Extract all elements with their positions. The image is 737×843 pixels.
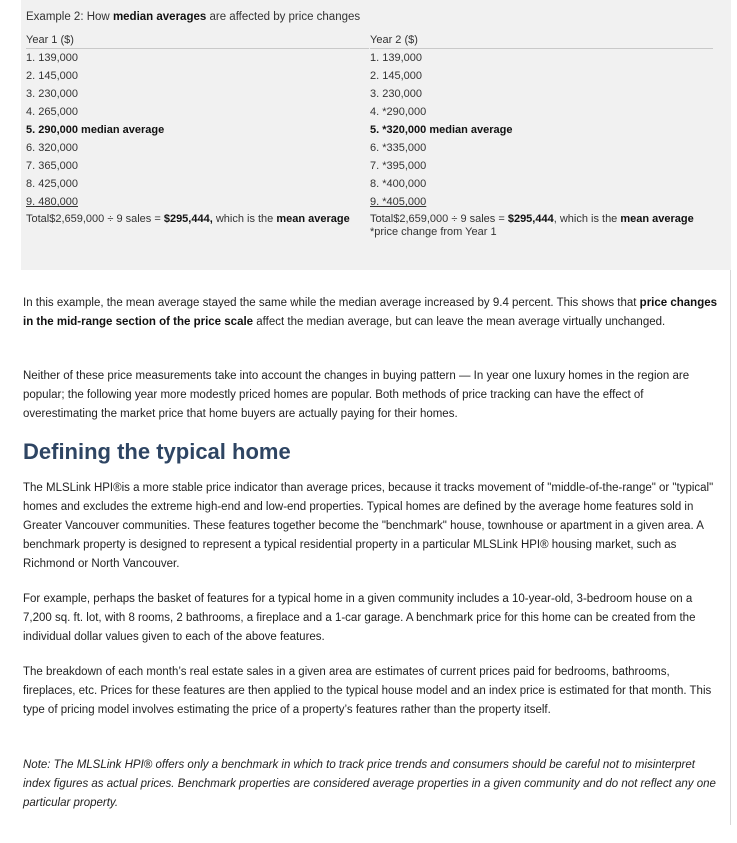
year1-row-7: 7. 365,000 bbox=[26, 160, 78, 172]
year2-row-9: 9. *405,000 bbox=[370, 196, 427, 208]
year1-row-8: 8. 425,000 bbox=[26, 178, 78, 190]
year2-row-8: 8. *400,000 bbox=[370, 178, 427, 190]
year1-row-2: 2. 145,000 bbox=[26, 70, 78, 82]
paragraph-typical-home-example: For example, perhaps the basket of features for a typical home in a given community includes a 10-year-old, 3-bedroom house on a 7,200 sq. ft. lot, with 8 rooms, 2 bathrooms, a fireplace and a 1-car garage. A benchmark price for this home can be created from the individual dollar values given to each of the above features. bbox=[23, 593, 696, 643]
year2-row-4: 4. *290,000 bbox=[370, 106, 427, 118]
year2-row-7: 7. *395,000 bbox=[370, 160, 427, 172]
year2-total: Total$2,659,000 ÷ 9 sales = $295,444, which is the mean average bbox=[370, 213, 694, 225]
year1-row-4: 4. 265,000 bbox=[26, 106, 78, 118]
disclaimer-note: Note: The MLSLink HPI® offers only a benchmark in which to track price trends and consumers should be careful not to misinterpret index figures as actual prices. Benchmark properties are considered average properties in a given community and do not reflect any one particular property. bbox=[23, 759, 716, 809]
year2-row-5-median: 5. *320,000 median average bbox=[370, 124, 513, 136]
year1-total: Total$2,659,000 ÷ 9 sales = $295,444, which is the mean average bbox=[26, 213, 350, 225]
year2-row-1: 1. 139,000 bbox=[370, 52, 422, 64]
year1-row-3: 3. 230,000 bbox=[26, 88, 78, 100]
year2-column bbox=[370, 33, 713, 239]
year2-row-2: 2. 145,000 bbox=[370, 70, 422, 82]
example-title: Example 2: How median averages are affected by price changes bbox=[26, 11, 361, 23]
year2-row-6: 6. *335,000 bbox=[370, 142, 427, 154]
paragraph-buying-pattern: Neither of these price measurements take into account the changes in buying pattern — In year one luxury homes in the region are popular; the following year more modestly priced homes are popular. Both methods of price tracking can have the effect of overestimating the market price that home buyers are actually paying for their homes. bbox=[23, 370, 690, 420]
price-change-note: *price change from Year 1 bbox=[370, 226, 497, 238]
paragraph-mean-vs-median: In this example, the mean average stayed the same while the median average increased by 9.4 percent. This shows that price changes in the mid-range section of the price scale affect the median average, but can leave the mean average virtually unchanged. bbox=[23, 297, 718, 328]
paragraph-monthly-breakdown: The breakdown of each month’s real estate sales in a given area are estimates of current prices paid for bedrooms, bathrooms, fireplaces, etc. Prices for these features are then applied to the typical house model and an index price is estimated for that month. This type of pricing model involves estimating the price of a property’s features rather than the property itself. bbox=[23, 666, 712, 716]
example-box bbox=[21, 0, 731, 270]
year1-header: Year 1 ($) bbox=[26, 33, 369, 49]
year1-row-9: 9. 480,000 bbox=[26, 196, 78, 208]
year1-row-6: 6. 320,000 bbox=[26, 142, 78, 154]
section-heading: Defining the typical home bbox=[23, 439, 291, 464]
year1-row-1: 1. 139,000 bbox=[26, 52, 78, 64]
year1-row-5-median: 5. 290,000 median average bbox=[26, 124, 165, 136]
paragraph-mlslink-hpi: The MLSLink HPI®is a more stable price indicator than average prices, because it tracks movement of "middle-of-the-range" or "typical" homes and excludes the extreme high-end and low-end properties. Typical homes are defined by the average home features sold in Greater Vancouver communities. These features together become the "benchmark" house, townhouse or apartment in a given area. A benchmark property is designed to represent a typical residential property in a particular MLSLink HPI® housing market, such as Richmond or North Vancouver. bbox=[23, 482, 714, 570]
year2-header: Year 2 ($) bbox=[370, 33, 713, 49]
year1-column bbox=[26, 33, 369, 226]
year2-row-3: 3. 230,000 bbox=[370, 88, 422, 100]
